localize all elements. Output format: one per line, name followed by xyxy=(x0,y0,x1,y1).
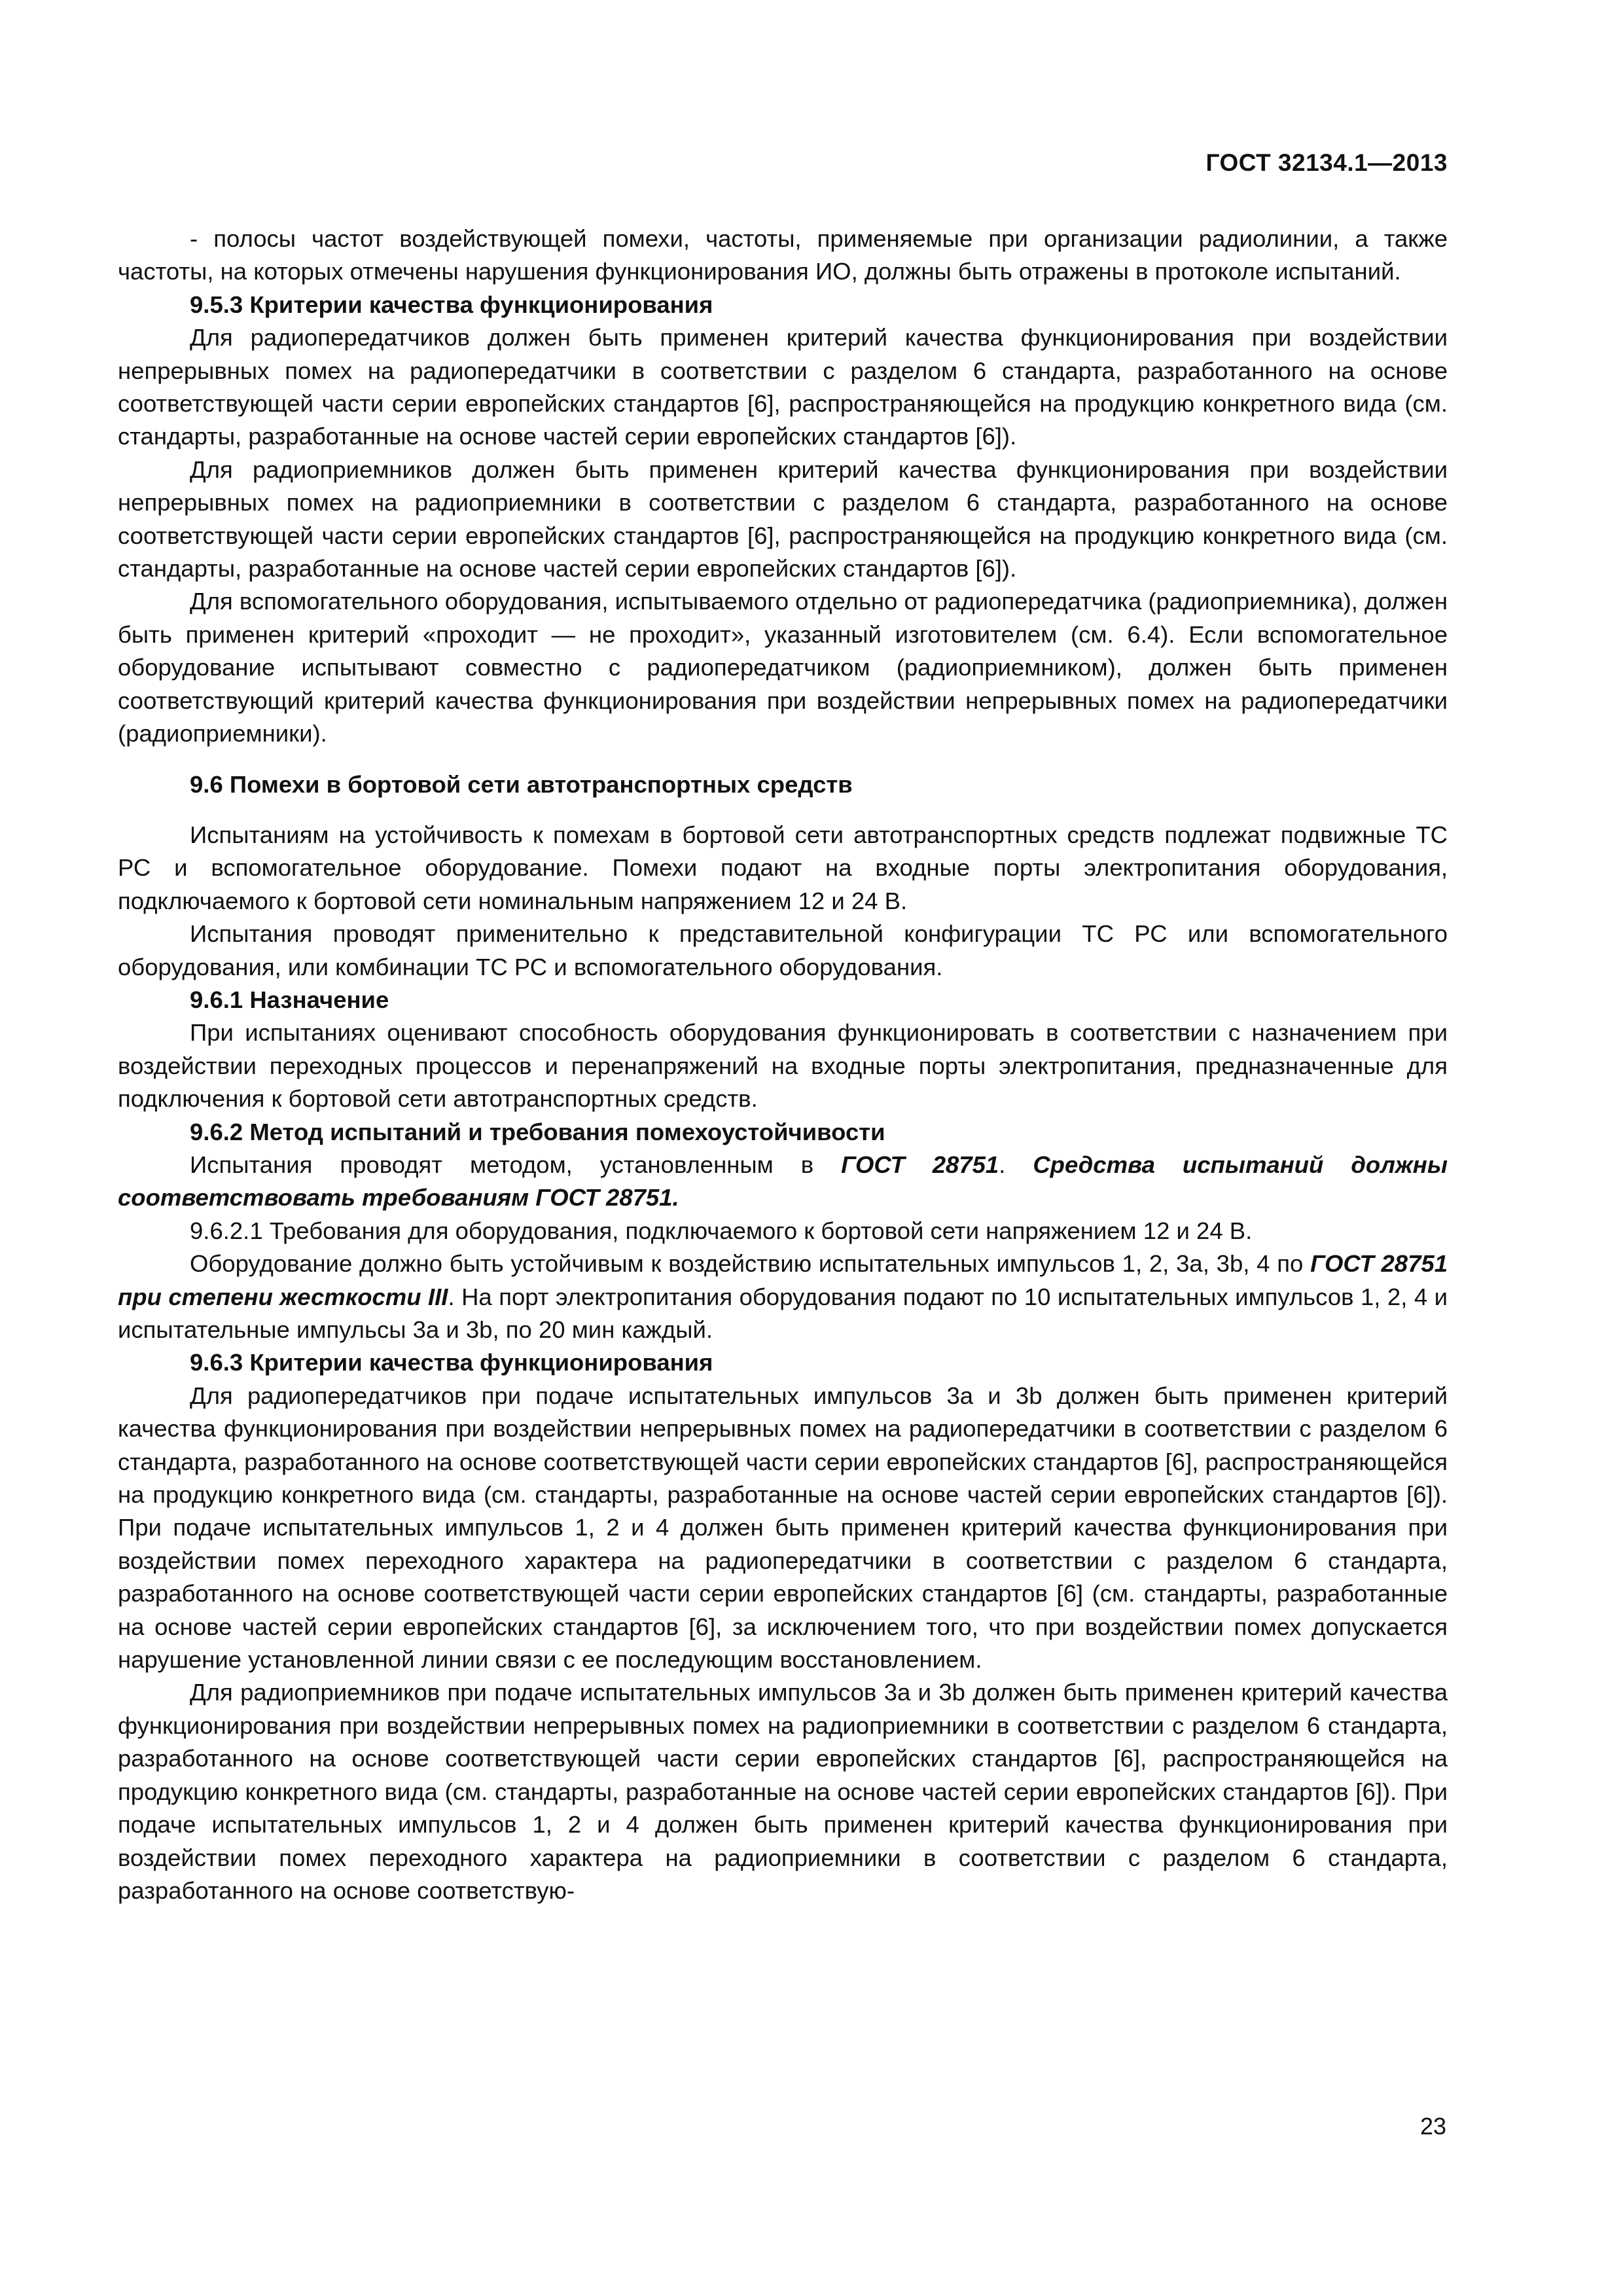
paragraph-vehicle-network-scope: Испытаниям на устойчивость к помехам в бортовой сети автотранспортных средств подлежат подвижные ТС РС и вспомогательное оборудование. Помехи подают на входные порты электропитания оборудования, подключаемого к бортовой сети номинальным напряжением 12 и 24 В. xyxy=(118,821,1448,914)
standard-reference-gost-28751: ГОСТ 28751 xyxy=(841,1151,999,1178)
paragraph-test-configuration: Испытания проводят применительно к представительной конфигурации ТС РС или вспомогательного оборудования, или комбинации ТС РС и вспомогательного оборудования. xyxy=(118,920,1448,980)
heading-9-5-3: 9.5.3 Критерии качества функционирования xyxy=(190,291,713,318)
paragraph-receiver-pulse-criterion: Для радиоприемников при подаче испытательных импульсов 3а и 3b должен быть применен критерий качества функционирования при воздействии непрерывных помех на радиоприемники в соответствии с разделом 6 стандарта, разработанного на основе соответствующей части серии европейских стандартов [6], распространяющейся на продукцию конкретного вида (см. стандарты, разработанные на основе частей серии европейских стандартов [6]). При подаче испытательных импульсов 1, 2 и 4 должен быть применен критерий качества функционирования при воздействии помех переходного характера на радиоприемники в соответствии с разделом 6 стандарта, разработанного на основе соответствую- xyxy=(118,1679,1448,1904)
paragraph-test-method xyxy=(118,1149,1448,1215)
test-method-separator: . xyxy=(999,1151,1033,1178)
test-pulses-text-start: Оборудование должно быть устойчивым к воздействию испытательных импульсов 1, 2, 3а, 3b, 4 по xyxy=(190,1250,1311,1278)
heading-9-6-1: 9.6.1 Назначение xyxy=(190,986,389,1013)
document-standard-code: ГОСТ 32134.1—2013 xyxy=(1205,149,1448,176)
test-equipment-requirement: Средства испытаний должны соответствовать требованиям ГОСТ 28751. xyxy=(118,1151,1448,1211)
document-body xyxy=(118,223,1448,1907)
paragraph-ancillary-equipment-criterion: Для вспомогательного оборудования, испытываемого отдельно от радиопередатчика (радиоприемника), должен быть применен критерий «проходит — не проходит», указанный изготовителем (см. 6.4). Если вспомогательное оборудование испытывают совместно с радиопередатчиком (радиоприемником), должен быть применен соответствующий критерий качества функционирования при воздействии непрерывных помех на радиопередатчики (радиоприемники). xyxy=(118,588,1448,747)
paragraph-test-pulses xyxy=(118,1247,1448,1346)
heading-9-6: 9.6 Помехи в бортовой сети автотранспортных средств xyxy=(190,770,853,798)
heading-9-6-3: 9.6.3 Критерии качества функционирования xyxy=(190,1349,713,1376)
page-number: 23 xyxy=(1419,2113,1446,2140)
paragraph-purpose: При испытаниях оценивают способность оборудования функционировать в соответствии с назначением при воздействии переходных процессов и перенапряжений на входные порты электропитания, предназначенные для подключения к бортовой сети автотранспортных средств. xyxy=(118,1019,1448,1113)
paragraph-receiver-criterion: Для радиоприемников должен быть применен критерий качества функционирования при воздействии непрерывных помех на радиоприемники в соответствии с разделом 6 стандарта, разработанного на основе соответствующей части серии европейских стандартов [6], распространяющейся на продукцию конкретного вида (см. стандарты, разработанные на основе частей серии европейских стандартов [6]). xyxy=(118,456,1448,583)
test-method-text: Испытания проводят методом, установленным в xyxy=(190,1151,842,1178)
test-pulses-text-end: . На порт электропитания оборудования подают по 10 испытательных импульсов 1, 2, 4 и испытательные импульсы 3а и 3b, по 20 мин каждый. xyxy=(118,1283,1448,1343)
paragraph-test-report-requirements: - полосы частот воздействующей помехи, частоты, применяемые при организации радиолинии, а также частоты, на которых отмечены нарушения функционирования ИО, должны быть отражены в протоколе испытаний. xyxy=(118,225,1448,285)
heading-9-6-2: 9.6.2 Метод испытаний и требования помехоустойчивости xyxy=(190,1118,885,1145)
severity-level-reference: ГОСТ 28751 при степени жесткости III xyxy=(118,1250,1448,1310)
paragraph-9-6-2-1: 9.6.2.1 Требования для оборудования, подключаемого к бортовой сети напряжением 12 и 24 В. xyxy=(190,1217,1253,1244)
paragraph-transmitter-pulse-criterion: Для радиопередатчиков при подаче испытательных импульсов 3а и 3b должен быть применен критерий качества функционирования при воздействии непрерывных помех на радиопередатчики в соответствии с разделом 6 стандарта, разработанного на основе соответствующей части серии европейских стандартов [6], распространяющейся на продукцию конкретного вида (см. стандарты, разработанные на основе частей серии европейских стандартов [6]). При подаче испытательных импульсов 1, 2 и 4 должен быть применен критерий качества функционирования при воздействии помех переходного характера на радиопередатчики в соответствии с разделом 6 стандарта, разработанного на основе соответствующей части серии европейских стандартов [6] (см. стандарты, разработанные на основе частей серии европейских стандартов [6], за исключением того, что при воздействии помех допускается нарушение установленной линии связи с ее последующим восстановлением. xyxy=(118,1382,1448,1674)
paragraph-transmitter-criterion: Для радиопередатчиков должен быть применен критерий качества функционирования при воздействии непрерывных помех на радиопередатчики в соответствии с разделом 6 стандарта, разработанного на основе соответствующей части серии европейских стандартов [6], распространяющейся на продукцию конкретного вида (см. стандарты, разработанные на основе частей серии европейских стандартов [6]). xyxy=(118,324,1448,450)
